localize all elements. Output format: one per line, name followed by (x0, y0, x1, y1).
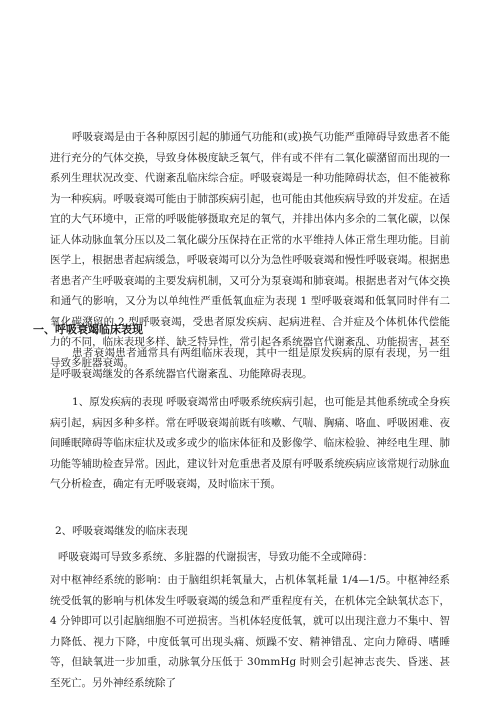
intro-paragraph: 呼吸衰竭是由于各种原因引起的肺通气功能和(或)换气功能严重障碍导致患者不能进行充分的气体交换，导致身体极度缺乏氧气，伴有或不伴有二氧化碳潴留而出现的一系列生理状况改变、代谢紊乱临床综合症。呼吸衰竭是一种功能障碍状态，但不能被称为一种疾病。呼吸衰竭可能由于肺部疾病引起，也可能由其他疾病导致的并发症。在适宜的大气环境中，正常的呼吸能够摄取充足的氧气，并排出体内多余的二氧化碳，以保证人体动脉血氧分压以及二氧化碳分压保持在正常的水平维持人体正常生理功能。目前医学上，根据患者起病缓急，呼吸衰竭可以分为急性呼吸衰竭和慢性呼吸衰竭。根据患者患者产生呼吸衰竭的主要发病机制，又可分为泵衰竭和肺衰竭。根据患者对气体交换和通气的影响，又分为以单纯性严重低氧血症为表现 1 型呼吸衰竭和低氧同时伴有二氧化碳潴留的 2 型呼吸衰竭，受患者原发疾病、起病进程、合并症及个体机体代偿能力的不同，临床表现多样、缺乏特异性，常引起各系统器官代谢紊乱、功能损害，甚至导致多脏器衰竭。 (50, 131, 450, 369)
section-heading: 一、呼吸衰竭临床表现 (33, 323, 143, 336)
item2-heading: 2、呼吸衰竭继发的临床表现 (55, 525, 188, 537)
item2-body-paragraph: 对中枢神经系统的影响：由于脑组织耗氧量大，占机体氧耗量 1/4—1/5。中枢神经系统受低氧的影响与机体发生呼吸衰竭的缓急和严重程度有关，在机体完全缺氧状态下，4 分钟即可以引起脑细胞不可逆损害。当机体轻度低氧，就可以出现注意力不集中、智力降低、视力下降，中度低氧可出现头痛、烦躁不安、精神错乱、定向力障碍、嗜睡等，但缺氧进一步加重，动脉氧分压低于 30mmHg 时则会引起神志丧失、昏迷、甚至死亡。另外神经系统除了 (50, 574, 450, 689)
item1-paragraph: 1、原发疾病的表现 呼吸衰竭常由呼吸系统疾病引起，也可能是其他系统或全身疾病引起，病因多种多样。常在呼吸衰竭前既有咳嗽、气喘、胸痛、咯血、呼吸困难、夜间睡眠障碍等临床症状及或多或少的临床体征和及影像学、临床检验、神经电生理、肺功能等辅助检查异常。因此，建议针对危重患者及原有呼吸系统疾病应该常规行动脉血气分析检查，确定有无呼吸衰竭，及时临床干预。 (50, 396, 450, 490)
item2-intro-paragraph: 呼吸衰竭可导致多系统、多脏器的代谢损害，导致功能不全或障碍： (58, 551, 373, 563)
section-intro-paragraph: 患者衰竭患者通常具有两组临床表现，其中一组是原发疾病的原有表现，另一组是呼吸衰竭继发的各系统器官代谢紊乱、功能障碍表现。 (50, 347, 450, 380)
